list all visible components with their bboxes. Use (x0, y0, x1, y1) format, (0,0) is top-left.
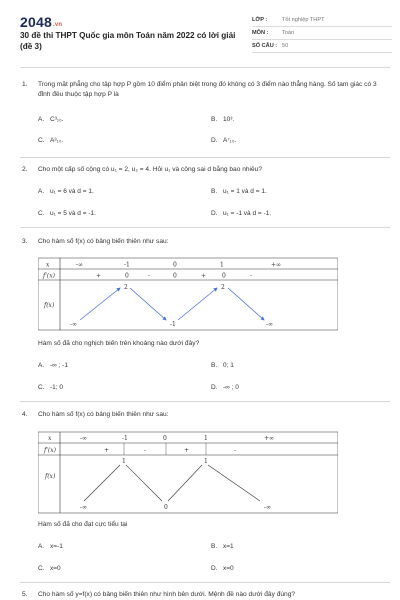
question-3-options (38, 362, 378, 392)
document-meta (252, 14, 392, 53)
option-text: -1; 0 (50, 384, 64, 391)
question-number: 4. (22, 411, 28, 418)
f-value: -1 (170, 321, 176, 328)
option-c[interactable] (38, 137, 63, 144)
derivative-sign: + (104, 447, 110, 454)
option-text: u₁ = -1 và d = -1. (223, 210, 272, 217)
option-a[interactable] (38, 116, 64, 123)
derivative-sign: + (96, 272, 102, 280)
x-value: -∞ (80, 435, 88, 442)
option-label: D. (211, 210, 218, 217)
x-value: -1 (124, 261, 130, 269)
document-title-line-2: (đề 3) (20, 41, 42, 51)
question-3-prompt (20, 339, 385, 349)
option-label: C. (38, 384, 45, 391)
question-text: Cho hàm số y=f(x) có bảng biến thiên như hình bên dưới. Mệnh đề nào dưới đây đúng? (38, 591, 296, 598)
option-c[interactable] (38, 384, 63, 391)
meta-row-question-count (252, 40, 392, 53)
derivative-sign: - (144, 447, 147, 454)
question-4 (20, 410, 385, 420)
option-d[interactable] (211, 384, 239, 391)
option-text: x=1 (223, 543, 234, 550)
increasing-arrow (178, 288, 217, 320)
option-d[interactable] (211, 210, 271, 217)
option-text: x=0 (50, 565, 61, 572)
row-label-derivative: f'(x) (43, 272, 55, 280)
row-label-x: x (48, 435, 52, 442)
option-b[interactable] (211, 188, 267, 195)
option-text: u₁ = 1 và d = 1. (223, 188, 267, 195)
question-text: Cho hàm số f(x) có bảng biến thiên như sau: (38, 238, 169, 245)
f-value: 2 (221, 284, 225, 291)
meta-key: LỚP : (252, 17, 268, 23)
x-value: -1 (122, 435, 128, 442)
question-number: 3. (22, 238, 28, 245)
question-text: Cho hàm số f(x) có bảng biến thiên như sau: (38, 411, 169, 418)
option-label: B. (211, 116, 218, 123)
option-a[interactable] (38, 543, 63, 550)
meta-row-class (252, 14, 392, 27)
question-number: 1. (22, 81, 28, 88)
option-c[interactable] (38, 210, 96, 217)
option-label: C. (38, 137, 45, 144)
f-value: -∞ (266, 321, 274, 328)
derivative-sign: - (148, 272, 151, 280)
question-divider (20, 582, 390, 583)
f-value: 2 (124, 284, 128, 291)
question-subtext: Hàm số đã cho đạt cực tiểu tại (38, 521, 128, 528)
f-value: -∞ (264, 504, 272, 511)
meta-key: SỐ CÂU : (252, 43, 278, 49)
x-value: 1 (220, 261, 224, 269)
option-text: -∞ ; -1 (50, 362, 68, 369)
document-title-line-1: 30 đề thi THPT Quốc gia môn Toán năm 2022 có lời giải (20, 31, 236, 40)
question-divider (20, 401, 390, 402)
derivative-sign: + (201, 272, 207, 280)
question-2 (20, 165, 385, 175)
variation-table-q3 (38, 256, 338, 332)
option-label: A. (38, 116, 45, 123)
option-label: A. (38, 543, 45, 550)
question-number: 5. (22, 591, 28, 598)
option-text: 0; 1 (223, 362, 234, 369)
f-value: -∞ (70, 321, 78, 328)
option-label: C. (38, 565, 45, 572)
question-5 (20, 590, 385, 600)
row-label-function: f(x) (45, 473, 56, 480)
logo-suffix: .vn (52, 22, 63, 28)
question-3 (20, 237, 385, 247)
option-label: B. (211, 188, 218, 195)
derivative-zero: 0 (222, 272, 226, 280)
x-value: +∞ (264, 435, 275, 442)
site-logo[interactable] (20, 14, 62, 30)
row-label-derivative: f'(x) (44, 447, 56, 454)
option-text: x=0 (223, 565, 234, 572)
option-c[interactable] (38, 565, 61, 572)
option-label: D. (211, 137, 218, 144)
x-value: +∞ (271, 261, 282, 269)
option-text: 10³. (223, 116, 235, 123)
question-4-prompt (20, 520, 385, 530)
document-title (20, 31, 240, 52)
question-number: 2. (22, 166, 28, 173)
increasing-line (168, 465, 202, 501)
f-value: -∞ (80, 504, 88, 511)
derivative-zero: 0 (125, 272, 129, 280)
option-label: C. (38, 210, 45, 217)
row-label-function: f(x) (44, 302, 55, 309)
question-1-options (38, 116, 378, 146)
f-value: 1 (204, 458, 208, 465)
option-text: -∞ ; 0 (223, 384, 239, 391)
option-a[interactable] (38, 362, 68, 369)
option-b[interactable] (211, 362, 234, 369)
f-value: 0 (164, 504, 168, 511)
question-divider (20, 157, 390, 158)
question-divider (20, 227, 390, 228)
option-label: D. (211, 384, 218, 391)
derivative-zero: 0 (173, 272, 177, 280)
question-text: Cho một cấp số cộng có u₁ = 2, u₂ = 4. Hỏi u₁ và công sai d bằng bao nhiêu? (38, 166, 263, 173)
x-value: 0 (163, 435, 167, 442)
row-label-x: x (46, 261, 50, 269)
x-value: 0 (173, 261, 177, 269)
option-d[interactable] (211, 137, 236, 144)
meta-value: Tốt nghiệp THPT (282, 17, 325, 23)
derivative-sign: - (250, 272, 253, 280)
question-1 (20, 80, 385, 100)
question-2-options (38, 188, 378, 218)
meta-row-subject (252, 27, 392, 40)
header-divider (20, 67, 390, 68)
option-label: D. (211, 565, 218, 572)
decreasing-line (208, 465, 260, 501)
option-label: A. (38, 362, 45, 369)
increasing-line (84, 465, 120, 501)
option-b[interactable] (211, 116, 234, 123)
increasing-arrow (80, 288, 120, 320)
option-a[interactable] (38, 188, 94, 195)
f-value: 1 (122, 458, 126, 465)
decreasing-line (126, 465, 162, 501)
option-text: u₁ = 6 và d = 1. (50, 188, 94, 195)
x-value: -∞ (76, 261, 84, 269)
variation-table-q4 (38, 429, 338, 515)
option-text: x=-1 (50, 543, 63, 550)
option-label: A. (38, 188, 45, 195)
question-4-options (38, 543, 378, 573)
option-text: A³₁₀. (50, 137, 64, 144)
logo-text: 2048 (20, 14, 52, 30)
meta-value: Toán (282, 30, 295, 36)
x-value: 1 (204, 435, 208, 442)
option-text: A⁷₁₀. (223, 137, 237, 144)
option-b[interactable] (211, 543, 234, 550)
question-text: Trong mặt phẳng cho tập hợp P gồm 10 điểm phân biệt trong đó không có 3 điểm nào thẳng hàng. Số tam giác có 3 đỉnh đều thuộc tập hợp P là (38, 81, 377, 98)
option-label: B. (211, 362, 218, 369)
meta-key: MÔN : (252, 30, 269, 36)
derivative-sign: + (184, 447, 190, 454)
meta-value: 50 (282, 43, 289, 49)
option-label: B. (211, 543, 218, 550)
decreasing-arrow (228, 288, 264, 320)
decreasing-arrow (130, 288, 166, 320)
option-text: u₁ = 5 và d = -1. (50, 210, 96, 217)
question-subtext: Hàm số đã cho nghịch biến trên khoảng nào dưới đây? (38, 340, 200, 347)
option-text: C³₁₀. (50, 116, 64, 123)
option-d[interactable] (211, 565, 234, 572)
derivative-sign: - (234, 447, 237, 454)
